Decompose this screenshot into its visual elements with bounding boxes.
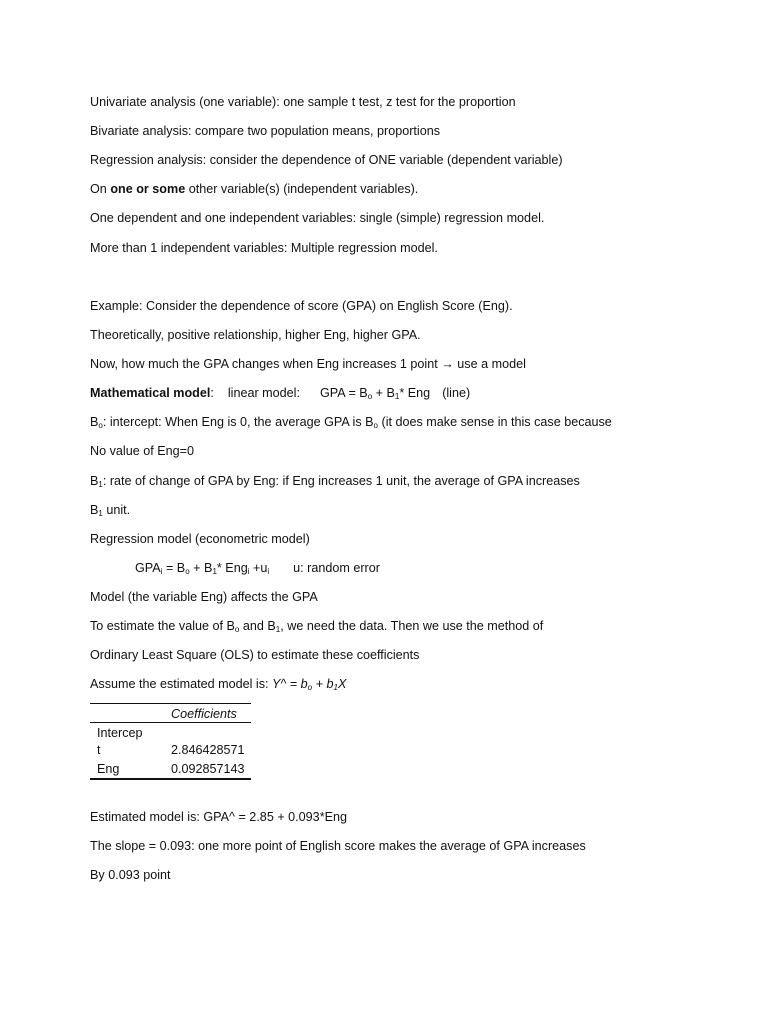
text-line-assume-model: Assume the estimated model is: Y^ = $b_o + b_1X$ <box>90 677 347 692</box>
text-line-theoretically: Theoretically, positive relationship, higher Eng, higher GPA. <box>90 328 421 342</box>
text-line-regression-model: Regression model (econometric model) <box>90 532 310 546</box>
text-line-mathematical-model: Mathematical model: linear model: GPA = $B_o + B_1*$ Eng (line) <box>90 386 471 401</box>
table-row-label-eng: Eng <box>97 762 120 776</box>
text-line-example: Example: Consider the dependence of score (GPA) on English Score (Eng). <box>90 299 513 313</box>
table-cell-eng-value: 0.092857143 <box>171 762 245 776</box>
text-line-to-estimate: To estimate the value of $B_o$ and $B_1$, we need the data. Then we use the method of <box>90 619 544 634</box>
text-line-now-how-much: Now, how much the GPA changes when Eng increases 1 point → use a model <box>90 357 526 371</box>
table-header-rule <box>90 722 251 723</box>
text-line-model-affects: Model (the variable Eng) affects the GPA <box>90 590 318 604</box>
text-line-multiple-regression: More than 1 independent variables: Multiple regression model. <box>90 241 438 255</box>
text-line-univariate: Univariate analysis (one variable): one sample t test, z test for the proportion <box>90 95 516 109</box>
table-cell-intercept-value: 2.846428571 <box>171 743 245 757</box>
equation-regression-model: $GPA_i = B_o + B_1*$ $Eng_i +u_i$ u: random error <box>135 561 380 576</box>
table-header-coefficients: Coefficients <box>171 707 237 721</box>
text-line-regression-analysis: Regression analysis: consider the dependence of ONE variable (dependent variable) <box>90 153 563 167</box>
text-line-rate-of-change: $B_1$: rate of change of GPA by Eng: if Eng increases 1 unit, the average of GPA increases <box>90 474 580 489</box>
text-line-intercept: $B_o$: intercept: When Eng is 0, the average GPA is $B_o$ (it does make sense in this case because <box>90 415 612 430</box>
text-line-on-one-or-some: On one or some other variable(s) (independent variables). <box>90 182 419 196</box>
table-bottom-rule <box>90 778 251 780</box>
text-line-by-point: By 0.093 point <box>90 868 171 882</box>
text-line-estimated-model: Estimated model is: GPA^ = 2.85 + 0.093*Eng <box>90 810 347 824</box>
table-top-rule <box>90 703 251 704</box>
text-line-simple-regression: One dependent and one independent variables: single (simple) regression model. <box>90 211 545 225</box>
text-line-ols: Ordinary Least Square (OLS) to estimate these coefficients <box>90 648 420 662</box>
table-row-label-intercept-wrap: t <box>97 743 101 757</box>
text-line-slope: The slope = 0.093: one more point of English score makes the average of GPA increases <box>90 839 586 853</box>
text-line-b1-unit: $B_1$ unit. <box>90 503 131 518</box>
text-line-no-value: No value of Eng=0 <box>90 444 194 458</box>
table-row-label-intercept: Intercep <box>97 726 143 740</box>
text-line-bivariate: Bivariate analysis: compare two population means, proportions <box>90 124 441 138</box>
